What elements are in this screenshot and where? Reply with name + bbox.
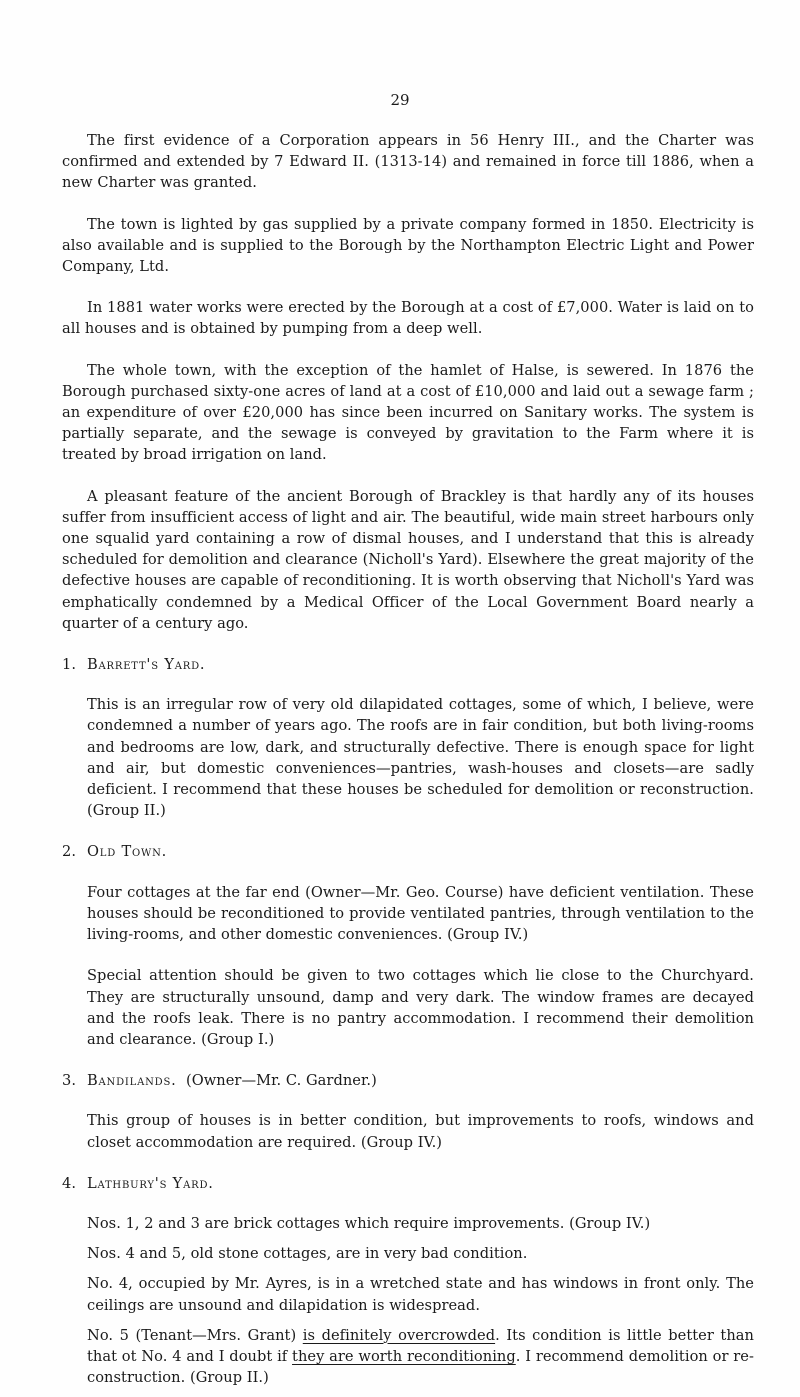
paragraph-sewerage: The whole town, with the exception of the hamlet of Halse, is sewered. In 1876 the Borough purchased sixty-one acres of land at a cost of £10,000 and laid out a sewage farm ; an expenditure of over £20,000 has since been incurred on Sanitary works. The system is partially separate, and the sewage is conveyed by gravitation to the Farm where it is treated by broad irrigation on land. <box>62 361 754 464</box>
section-number: 1. <box>62 656 77 674</box>
section-text-lathbury-line3: No. 4, occupied by Mr. Ayres, is in a wretched state and has windows in front only. The ceilings are unsound and dilapidation is widespread. <box>87 1275 754 1314</box>
section-number: 4. <box>62 1174 77 1192</box>
section-number: 2. <box>62 843 77 861</box>
section-text-bandilands: This group of houses is in better condition, but improvements to roofs, windows and closet accommodation are required. (Group IV.) <box>87 1112 754 1151</box>
section-owner: (Owner—Mr. C. Gardner.) <box>185 1072 377 1090</box>
section-title: Lathbury's Yard. <box>87 1174 214 1192</box>
paragraph-corporation: The first evidence of a Corporation appears in 56 Henry III., and the Charter was confirmed and extended by 7 Edward II. (1313-14) and remained in force till 1886, when a new Charter was granted. <box>62 132 754 192</box>
underlined-text: they are worth reconditioning <box>292 1347 516 1365</box>
section-text-lathbury-line1: Nos. 1, 2 and 3 are brick cottages which require improvements. (Group IV.) <box>87 1214 651 1232</box>
paragraph-brackley-housing: A pleasant feature of the ancient Borough of Brackley is that hardly any of its houses suffer from insufficient access of light and air. The beautiful, wide main street harbours only one squalid yard containing a row of dismal houses, and I understand that this is already scheduled for demolition and clearance (Nicholl's Yard). Elsewhere the great majority of the defective houses are capable of reconditioning. It is worth observing that Nicholl's Yard was emphatically condemned by a Medical Officer of the Local Government Board nearly a quarter of a century ago. <box>62 487 754 632</box>
document-body <box>62 130 754 1397</box>
section-text-lathbury-line2: Nos. 4 and 5, old stone cottages, are in very bad condition. <box>87 1245 528 1263</box>
text-run: . I recommend demolition or re-construction. (Group II.) <box>87 1347 754 1387</box>
text-run: No. 5 (Tenant—Mrs. Grant) <box>87 1326 303 1344</box>
section-text-lathbury-line4 <box>87 1325 754 1389</box>
section-number: 3. <box>62 1072 77 1090</box>
page-number: 29 <box>390 91 410 109</box>
underlined-text: is definitely overcrowded <box>302 1326 496 1344</box>
section-title: Barrett's Yard. <box>87 656 206 674</box>
paragraph-water: In 1881 water works were erected by the Borough at a cost of £7,000. Water is laid on to all houses and is obtained by pumping from a deep well. <box>62 299 754 338</box>
section-text-old-town-churchyard: Special attention should be given to two cottages which lie close to the Churchyard. They are structurally unsound, damp and very dark. The window frames are decayed and the roofs leak. There is no pantry accommodation. I recommend their demolition and clearance. (Group I.) <box>87 967 754 1048</box>
section-heading-bandilands <box>62 1070 754 1091</box>
text-run: . Its condition is little better than that ot No. 4 and I doubt if <box>87 1326 754 1365</box>
section-title: Bandilands. <box>87 1072 177 1090</box>
section-text-old-town: Four cottages at the far end (Owner—Mr. Geo. Course) have deficient ventilation. These houses should be reconditioned to provide ventilated pantries, through ventilation to the living-rooms, and other domestic conveniences. (Group IV.) <box>87 883 754 944</box>
paragraph-lighting: The town is lighted by gas supplied by a private company formed in 1850. Electricity is also available and is supplied to the Borough by the Northampton Electric Light and Power Company, Ltd. <box>62 215 754 276</box>
section-heading-old-town <box>62 841 754 862</box>
section-heading-barretts-yard <box>62 654 754 675</box>
section-title: Old Town. <box>87 843 168 861</box>
section-heading-lathburys-yard <box>62 1173 754 1194</box>
section-text-barretts-yard: This is an irregular row of very old dilapidated cottages, some of which, I believe, were condemned a number of years ago. The roofs are in fair condition, but both living-rooms and bedrooms are low, dark, and structurally defective. There is enough space for light and air, but domestic conveniences—pantries, wash-houses and closets—are sadly deficient. I recommend that these houses be scheduled for demolition or reconstruction. (Group II.) <box>87 696 754 820</box>
